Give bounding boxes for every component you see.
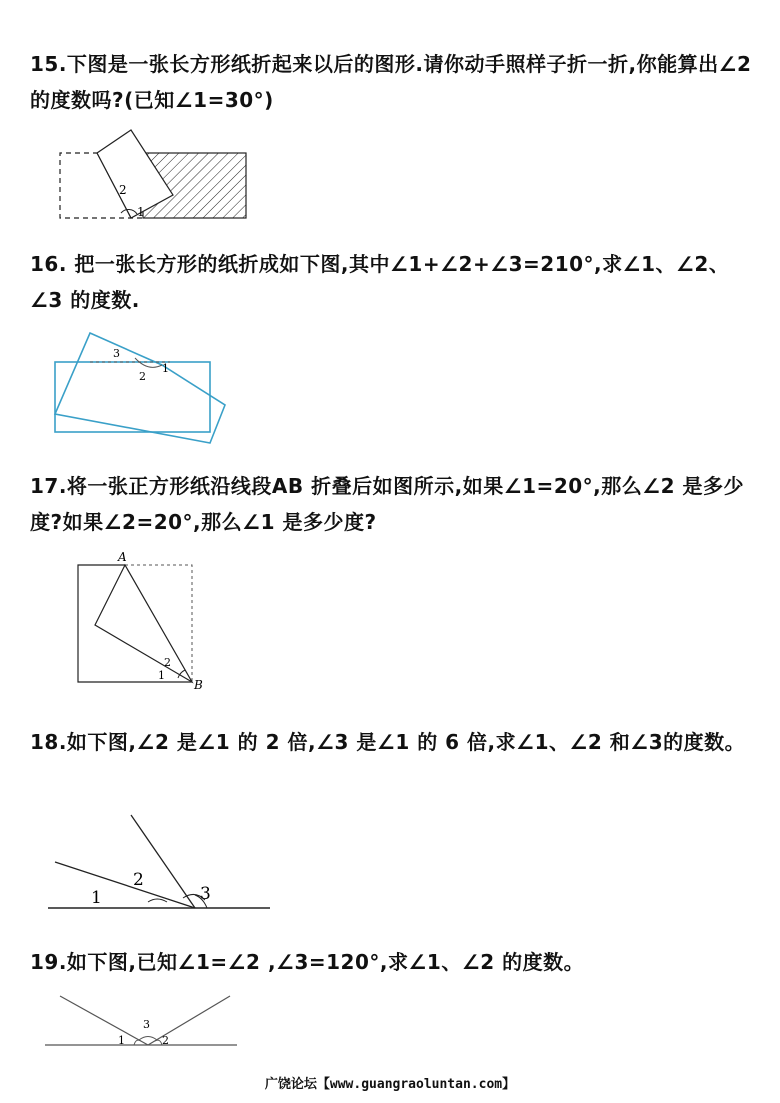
angle-label-2: 2 (162, 1034, 169, 1047)
point-label-b: B (194, 678, 203, 692)
figure-19 (42, 990, 242, 1055)
figure-17 (70, 548, 215, 693)
question-16: 16. 把一张长方形的纸折成如下图,其中∠1+∠2+∠3=210°,求∠1、∠2、∠3 的度数. (30, 252, 730, 312)
figure-16 (50, 330, 235, 450)
ray-low (55, 862, 195, 908)
figure-18 (45, 810, 275, 915)
angle-label-3: 3 (200, 884, 211, 904)
question-15: 15.下图是一张长方形纸折起来以后的图形.请你动手照样子折一折,你能算出∠2 的度数吗?(已知∠1=30°) (30, 52, 752, 112)
angle-label-1: 1 (137, 205, 145, 219)
ray-high (131, 815, 195, 908)
page-footer: 广饶论坛【www.guangraoluntan.com】 (264, 1077, 516, 1092)
folded-strip (55, 333, 225, 443)
folded-triangle (95, 565, 192, 682)
left-ray (60, 996, 148, 1045)
question-18: 18.如下图,∠2 是∠1 的 2 倍,∠3 是∠1 的 6 倍,求∠1、∠2 和∠3的度数。 (30, 730, 746, 754)
angle-label-2: 2 (164, 656, 171, 669)
question-19: 19.如下图,已知∠1=∠2 ,∠3=120°,求∠1、∠2 的度数。 (30, 950, 585, 974)
angle-label-1: 1 (162, 362, 169, 375)
rectangle-paper (55, 362, 210, 432)
angle-arcs (148, 894, 207, 908)
angle-label-2: 2 (139, 370, 146, 383)
angle-label-1: 1 (91, 888, 102, 908)
angle-label-1: 1 (118, 1034, 125, 1047)
question-17: 17.将一张正方形纸沿线段AB 折叠后如图所示,如果∠1=20°,那么∠2 是多少度?如果∠2=20°,那么∠1 是多少度? (30, 474, 745, 534)
angle-label-3: 3 (113, 347, 120, 360)
right-ray (148, 996, 230, 1045)
angle-label-2: 2 (133, 870, 144, 890)
angle-arcs (134, 1037, 162, 1046)
angle-label-3: 3 (143, 1018, 150, 1031)
point-label-a: A (118, 550, 127, 564)
figure-15 (55, 128, 255, 223)
angle-label-2: 2 (119, 183, 127, 197)
angle-label-1: 1 (158, 669, 165, 682)
